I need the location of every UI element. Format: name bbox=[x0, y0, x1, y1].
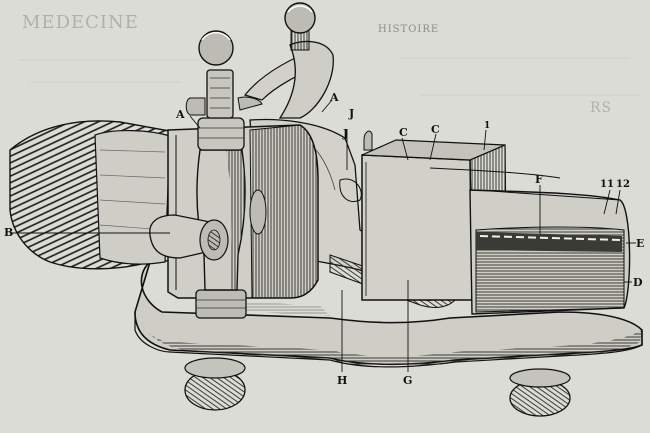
label-c-left: C bbox=[399, 126, 408, 139]
foot-left bbox=[185, 358, 245, 410]
label-d: D bbox=[633, 276, 643, 289]
label-12: 12 bbox=[616, 179, 630, 190]
label-11: 11 bbox=[600, 179, 614, 190]
label-a-left: A bbox=[176, 108, 185, 121]
label-b: B bbox=[4, 226, 14, 239]
label-1: 1 bbox=[484, 121, 491, 131]
label-c-right: C bbox=[431, 123, 440, 136]
label-e: E bbox=[636, 237, 645, 250]
label-j-lower: J bbox=[343, 127, 349, 140]
label-a-right: A bbox=[330, 91, 339, 104]
show-through-line-1: MEDECINE bbox=[22, 12, 139, 33]
pin bbox=[364, 131, 372, 150]
page-header: HISTOIRE bbox=[378, 24, 440, 35]
foot-right bbox=[510, 369, 570, 416]
label-j-upper: J bbox=[349, 107, 355, 120]
label-g: G bbox=[403, 374, 413, 387]
label-f: F bbox=[535, 173, 543, 186]
show-through-line-2: RS bbox=[590, 100, 613, 116]
label-h: H bbox=[337, 374, 348, 387]
